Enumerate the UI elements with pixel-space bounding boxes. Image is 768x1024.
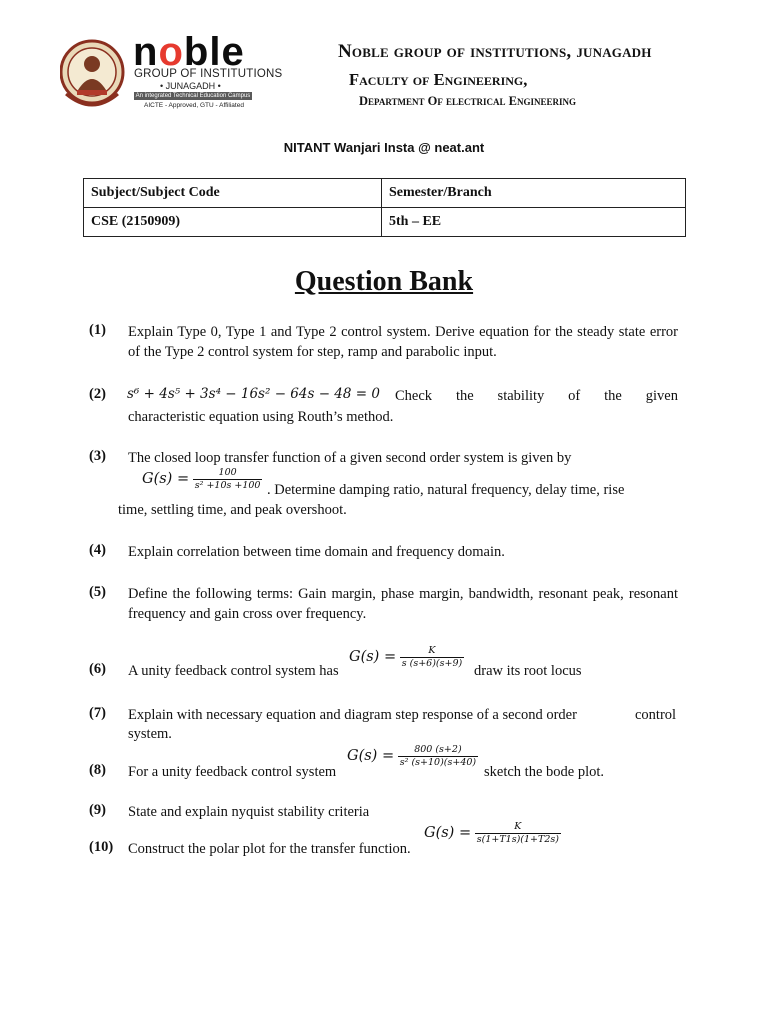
question-number: (7) <box>89 705 106 721</box>
table-cell: Semester/Branch <box>382 179 686 208</box>
tf-denominator: s² +10s +100 <box>194 480 261 491</box>
logo-affiliation: AICTE - Approved, GTU - Affiliated <box>144 102 244 109</box>
tf-numerator: K <box>400 645 464 658</box>
table-row <box>84 208 686 237</box>
tf-numerator: 100 <box>193 467 263 480</box>
tf-lhs: G(s) = <box>424 824 472 841</box>
table-row <box>84 179 686 208</box>
author-line: NITANT Wanjari Insta @ neat.ant <box>283 140 485 155</box>
question-number: (9) <box>89 802 106 818</box>
question-number: (10) <box>89 839 114 855</box>
faculty-name: Faculty of Engineering, <box>349 70 528 89</box>
subject-info-table <box>83 178 686 237</box>
question-text: Explain correlation between time domain and frequency domain. <box>128 544 505 560</box>
question-text: . Determine damping ratio, natural frequency, delay time, rise <box>267 482 625 498</box>
question-text: Define the following terms: Gain margin, phase margin, bandwidth, resonant peak, resonant frequency and gain cross over frequency. <box>128 586 678 622</box>
question-text: State and explain nyquist stability criteria <box>128 804 370 820</box>
question-number: (8) <box>89 762 106 778</box>
question-text: Construct the polar plot for the transfer function. <box>128 841 411 857</box>
tf-lhs: G(s) = <box>142 470 190 487</box>
emblem-seal-icon <box>60 34 130 114</box>
department-name: Department Of electrical Engineering <box>359 94 577 108</box>
logo-group-line: GROUP OF INSTITUTIONS <box>134 68 283 80</box>
question-number: (1) <box>89 322 106 338</box>
question-text: control <box>635 707 677 723</box>
tf-denominator: s (s+6)(s+9) <box>401 658 463 669</box>
tf-numerator: 800 (s+2) <box>398 744 478 757</box>
question-number: (2) <box>89 386 106 402</box>
tf-denominator: s² (s+10)(s+40) <box>399 757 477 768</box>
question-number: (6) <box>89 661 106 677</box>
transfer-function <box>347 744 478 769</box>
question-text: time, settling time, and peak overshoot. <box>118 502 347 518</box>
question-number: (5) <box>89 584 106 600</box>
tf-denominator: s(1+T1s)(1+T2s) <box>476 834 559 845</box>
tf-fraction <box>475 821 561 846</box>
question-number: (4) <box>89 542 106 558</box>
question-text: draw its root locus <box>474 663 582 679</box>
transfer-function <box>142 467 262 492</box>
question-text: The closed loop transfer function of a given second order system is given by <box>128 450 572 466</box>
characteristic-equation: s⁶ + 4s⁵ + 3s⁴ − 16s² − 64s − 48 = 0 <box>127 386 380 402</box>
question-text: Explain with necessary equation and diagram step response of a second order <box>128 707 577 723</box>
transfer-function <box>349 645 464 670</box>
question-text: For a unity feedback control system <box>128 764 337 780</box>
question-text: A unity feedback control system has <box>128 663 339 679</box>
question-text: sketch the bode plot. <box>484 764 605 780</box>
question-text: Check the stability of the given <box>395 388 678 404</box>
tf-fraction <box>400 645 464 670</box>
tf-lhs: G(s) = <box>349 648 397 665</box>
table-cell: Subject/Subject Code <box>84 179 382 208</box>
page-title: Question Bank <box>294 266 474 297</box>
tf-lhs: G(s) = <box>347 747 395 764</box>
transfer-function <box>424 821 561 846</box>
question-text: characteristic equation using Routh’s method. <box>128 409 394 425</box>
table-cell: CSE (2150909) <box>84 208 382 237</box>
question-text: Explain Type 0, Type 1 and Type 2 control system. Derive equation for the steady state error of the Type 2 control system for step, ramp and parabolic input. <box>128 324 678 360</box>
question-text: system. <box>128 726 172 742</box>
tf-fraction <box>193 467 263 492</box>
tf-numerator: K <box>475 821 561 834</box>
logo-city-line: • JUNAGADH • <box>160 81 221 91</box>
tf-fraction <box>398 744 478 769</box>
noble-wordmark: noble <box>133 30 245 74</box>
institution-name: Noble group of institutions, junagadh <box>338 41 652 62</box>
question-number: (3) <box>89 448 106 464</box>
table-cell: 5th – EE <box>382 208 686 237</box>
logo-tagline-bar: An integrated Technical Education Campus <box>135 93 251 99</box>
